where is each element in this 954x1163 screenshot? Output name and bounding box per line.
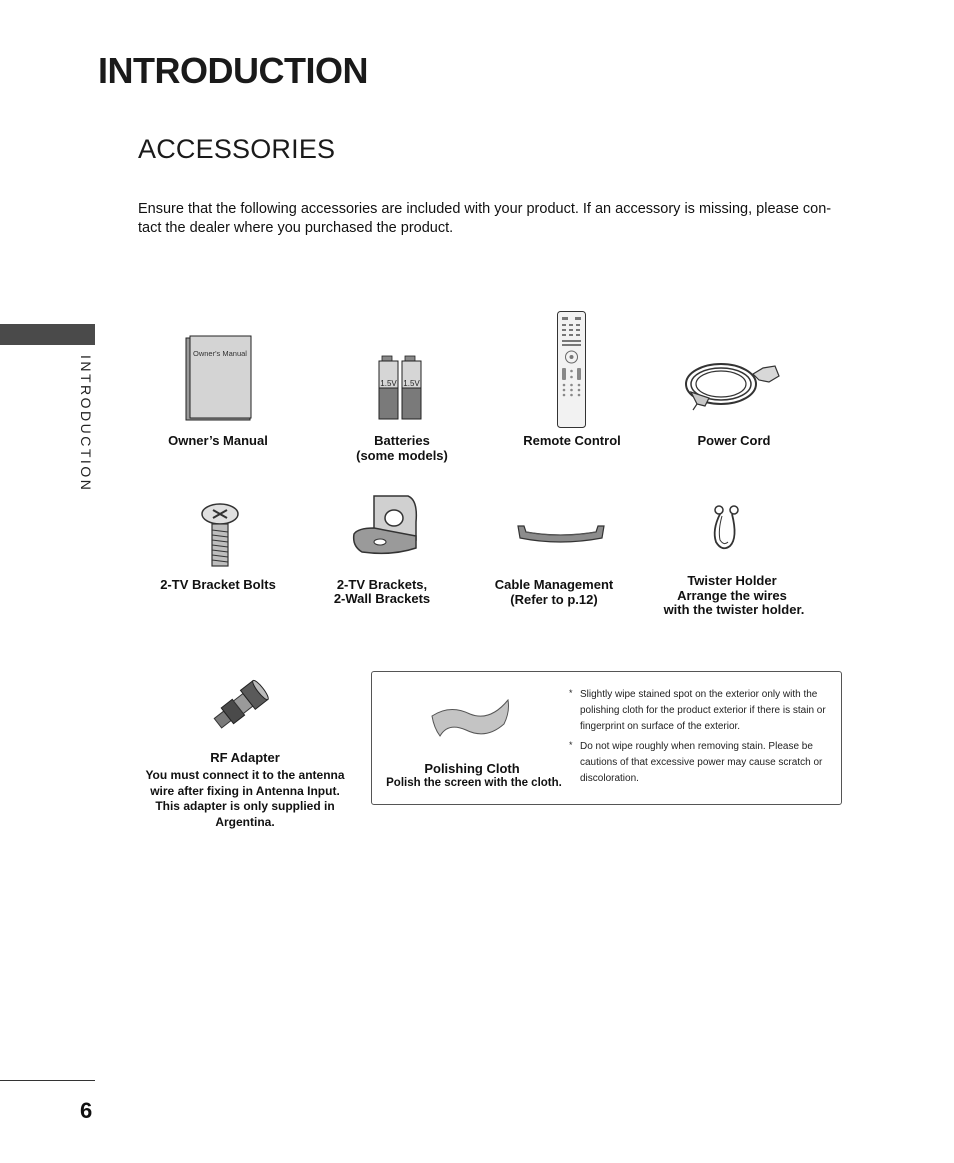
battery-voltage-2: 1.5V [403, 379, 420, 388]
rf-desc-line4: Argentina. [215, 814, 275, 829]
label-brackets-line1: 2-TV Brackets, [336, 577, 428, 592]
label-remote-control: Remote Control [523, 433, 621, 448]
power-cord-illustration [683, 354, 783, 412]
label-rf-adapter: RF Adapter [210, 750, 280, 765]
label-twister-holder: Twister Holder [687, 573, 777, 588]
polishing-cloth-desc: Polish the screen with the cloth. [386, 777, 562, 789]
page-title: INTRODUCTION [98, 50, 368, 91]
rf-desc-line2: wire after fixing in Antenna Input. [150, 783, 340, 798]
label-power-cord: Power Cord [697, 433, 771, 448]
twister-holder-illustration [710, 504, 744, 552]
polishing-cloth-box [371, 671, 842, 805]
cable-management-illustration [516, 522, 606, 546]
label-polishing-cloth: Polishing Cloth [424, 761, 520, 776]
rf-desc-line1: You must connect it to the antenna [145, 768, 345, 782]
rf-desc-line3: This adapter is only supplied in [155, 799, 335, 813]
note-2: * Do not wipe roughly when removing stain. Please be cautions of that excessive power may cause scratch or discoloration. [580, 739, 835, 787]
note-1: * Slightly wipe stained spot on the exterior only with the polishing cloth for the product exterior if there is stain or fingerprint on surface of the exterior. [580, 687, 835, 735]
label-twister-desc1: Arrange the wires [677, 588, 787, 603]
bracket-bolt-illustration [200, 502, 240, 568]
manual-cover-text: Owner's Manual [193, 349, 247, 358]
label-bracket-bolts: 2-TV Bracket Bolts [160, 577, 276, 592]
section-title: ACCESSORIES [138, 134, 336, 164]
label-owners-manual: Owner’s Manual [168, 433, 268, 448]
intro-paragraph: Ensure that the following accessories are included with your product. If an accessory is missing, please con-tact the dealer where you purchased the product. [138, 201, 832, 236]
rf-adapter-illustration [210, 680, 270, 732]
side-section-label: INTRODUCTION [78, 355, 94, 493]
remote-control-illustration [557, 311, 587, 429]
label-cable-management-ref: (Refer to p.12) [510, 592, 598, 607]
note-bullet-1: * [569, 688, 573, 698]
label-batteries-note: (some models) [356, 448, 448, 463]
label-brackets-line2: 2-Wall Brackets [333, 591, 431, 606]
label-twister-desc2: with the twister holder. [663, 602, 805, 617]
polishing-cloth-illustration [430, 696, 512, 740]
note-bullet-2: * [569, 740, 573, 750]
brackets-illustration [352, 492, 420, 556]
owners-manual-illustration [186, 336, 252, 422]
side-tab-marker [0, 324, 95, 345]
batteries-illustration [378, 356, 424, 420]
label-batteries: Batteries [374, 433, 430, 448]
page-number: 6 [80, 1098, 93, 1123]
battery-voltage-1: 1.5V [380, 379, 397, 388]
label-cable-management: Cable Management [494, 577, 614, 592]
footer-rule [0, 1080, 95, 1081]
